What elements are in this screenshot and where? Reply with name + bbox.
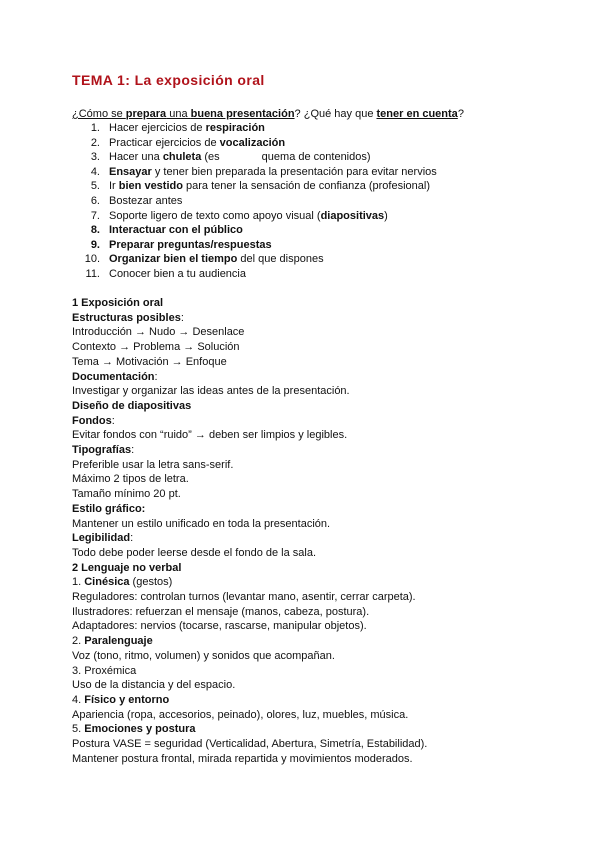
list-number: 1.: [90, 122, 100, 134]
list-number: 8.: [90, 224, 100, 237]
list-text: (es: [201, 151, 220, 164]
estructuras-label: Estructuras posibles: [72, 311, 181, 324]
intro-part-2: una: [166, 108, 191, 120]
structure-line: Contexto → Problema → Solución: [72, 341, 240, 354]
page-title: TEMA 1: La exposición oral: [72, 72, 265, 88]
tipografias-label: Tipografías: [72, 444, 132, 457]
emociones-label: Emociones y postura: [84, 723, 196, 736]
list-number: 10.: [84, 253, 100, 266]
list-bold: diapositivas: [320, 209, 385, 222]
item-number: 1.: [72, 576, 85, 589]
list-number: 9.: [90, 238, 100, 251]
intro-part-3: ? ¿Qué hay que: [294, 108, 377, 120]
structure-line: Introducción → Nudo → Desenlace: [72, 326, 245, 339]
paralenguaje-line: [72, 634, 542, 649]
list-text: ): [384, 209, 388, 222]
postura-text: Mantener postura frontal, mirada repartida y movimientos moderados.: [72, 752, 413, 765]
colon: :: [130, 532, 134, 545]
cinesica-rest: (gestos): [129, 576, 173, 589]
list-bold: respiración: [205, 122, 265, 134]
colon: :: [180, 311, 184, 324]
voz-text: Voz (tono, ritmo, volumen) y sonidos que acompañan.: [72, 649, 335, 662]
list-number: 2.: [90, 136, 100, 149]
estilo-text: Mantener un estilo unificado en toda la presentación.: [72, 517, 331, 530]
diseno-heading: Diseño de diapositivas: [72, 399, 192, 412]
list-text: quema de contenidos): [261, 151, 371, 164]
list-text: Soporte ligero de texto como apoyo visual (: [109, 209, 321, 222]
list-number: 4.: [90, 165, 100, 178]
item-number: 5.: [72, 723, 85, 736]
tipografia-line: Máximo 2 tipos de letra.: [72, 473, 189, 486]
list-text: Bostezar antes: [109, 194, 183, 207]
list-number: 11.: [85, 267, 100, 280]
list-text: Practicar ejercicios de: [109, 136, 220, 149]
list-number: 3.: [90, 151, 100, 164]
structure-line: Tema → Motivación → Enfoque: [72, 355, 227, 368]
list-item: [72, 238, 437, 253]
documentacion-label: Documentación: [72, 370, 155, 383]
fisico-text: Apariencia (ropa, accesorios, peinado), olores, luz, muebles, música.: [72, 708, 409, 721]
cinesica-line: [72, 575, 542, 590]
documentacion-label-line: [72, 370, 542, 385]
proxemica-line: 3. Proxémica: [72, 664, 137, 677]
item-number: 2.: [72, 635, 85, 648]
fondos-label-line: [72, 414, 542, 429]
proxemica-text: Uso de la distancia y del espacio.: [72, 679, 236, 692]
section-heading-exposicion: 1 Exposición oral: [72, 297, 164, 309]
documentacion-text: Investigar y organizar las ideas antes de la presentación.: [72, 385, 350, 398]
list-item: [72, 165, 437, 180]
paralenguaje-label: Paralenguaje: [84, 635, 153, 648]
list-item: [72, 179, 437, 194]
list-text: Hacer una: [109, 151, 163, 164]
list-bold: Organizar bien el tiempo: [109, 253, 238, 266]
list-item: [72, 194, 437, 209]
intro-part-4: ?: [457, 108, 464, 120]
list-bold: Interactuar con el público: [109, 224, 243, 237]
intro-bold-prepara: prepara: [125, 108, 167, 120]
colon: :: [111, 414, 115, 427]
adaptadores-text: Adaptadores: nervios (tocarse, rascarse, manipular objetos).: [72, 620, 367, 633]
legibilidad-label-line: [72, 531, 542, 546]
list-item: [72, 223, 437, 238]
intro-bold-buena: buena presentación: [190, 108, 295, 120]
list-item: [72, 252, 437, 267]
reguladores-text: Reguladores: controlan turnos (levantar mano, asentir, cerrar carpeta).: [72, 591, 416, 604]
intro-part-1: ¿Cómo se: [72, 108, 126, 120]
list-text: del que dispones: [237, 253, 324, 266]
legibilidad-text: Todo debe poder leerse desde el fondo de la sala.: [72, 546, 317, 559]
emociones-line: [72, 722, 542, 737]
intro-question: [72, 107, 464, 121]
estilo-label: Estilo gráfico:: [72, 502, 146, 515]
list-text: y tener bien preparada la presentación para evitar nervios: [151, 165, 437, 178]
intro-bold-tener: tener en cuenta: [376, 108, 458, 120]
ilustradores-text: Ilustradores: refuerzan el mensaje (manos, cabeza, postura).: [72, 605, 370, 618]
list-item: [72, 209, 437, 224]
legibilidad-label: Legibilidad: [72, 532, 131, 545]
list-bold: Ensayar: [109, 165, 152, 178]
list-number: 5.: [90, 180, 100, 193]
fisico-line: [72, 693, 542, 708]
list-item: [72, 150, 437, 165]
list-bold: Preparar preguntas/respuestas: [109, 238, 272, 251]
notes-body: [72, 296, 542, 767]
cinesica-label: Cinésica: [84, 576, 130, 589]
list-item: [72, 121, 437, 136]
list-number: 7.: [90, 209, 100, 222]
list-text: para tener la sensación de confianza (profesional): [182, 180, 431, 193]
list-item: [72, 136, 437, 151]
list-text: Ir: [109, 180, 119, 193]
postura-text: Postura VASE = seguridad (Verticalidad, Abertura, Simetría, Estabilidad).: [72, 738, 428, 751]
list-text: Hacer ejercicios de: [109, 122, 206, 134]
section-heading-lenguaje: 2 Lenguaje no verbal: [72, 561, 182, 574]
list-text: Conocer bien a tu audiencia: [109, 267, 246, 280]
tips-list: [72, 121, 437, 282]
list-item: [72, 267, 437, 282]
fisico-label: Físico y entorno: [84, 693, 170, 706]
tipografia-line: Tamaño mínimo 20 pt.: [72, 488, 181, 501]
item-number: 4.: [72, 693, 85, 706]
list-number: 6.: [90, 194, 100, 207]
list-bold: bien vestido: [118, 180, 183, 193]
tipografias-label-line: [72, 443, 542, 458]
list-bold: chuleta: [162, 151, 202, 164]
fondos-text: Evitar fondos con “ruido” → deben ser limpios y legibles.: [72, 429, 348, 442]
estructuras-label-line: [72, 311, 542, 326]
fondos-label: Fondos: [72, 414, 112, 427]
tipografia-line: Preferible usar la letra sans-serif.: [72, 458, 234, 471]
list-bold: vocalización: [219, 136, 286, 149]
colon: :: [131, 444, 135, 457]
colon: :: [154, 370, 158, 383]
